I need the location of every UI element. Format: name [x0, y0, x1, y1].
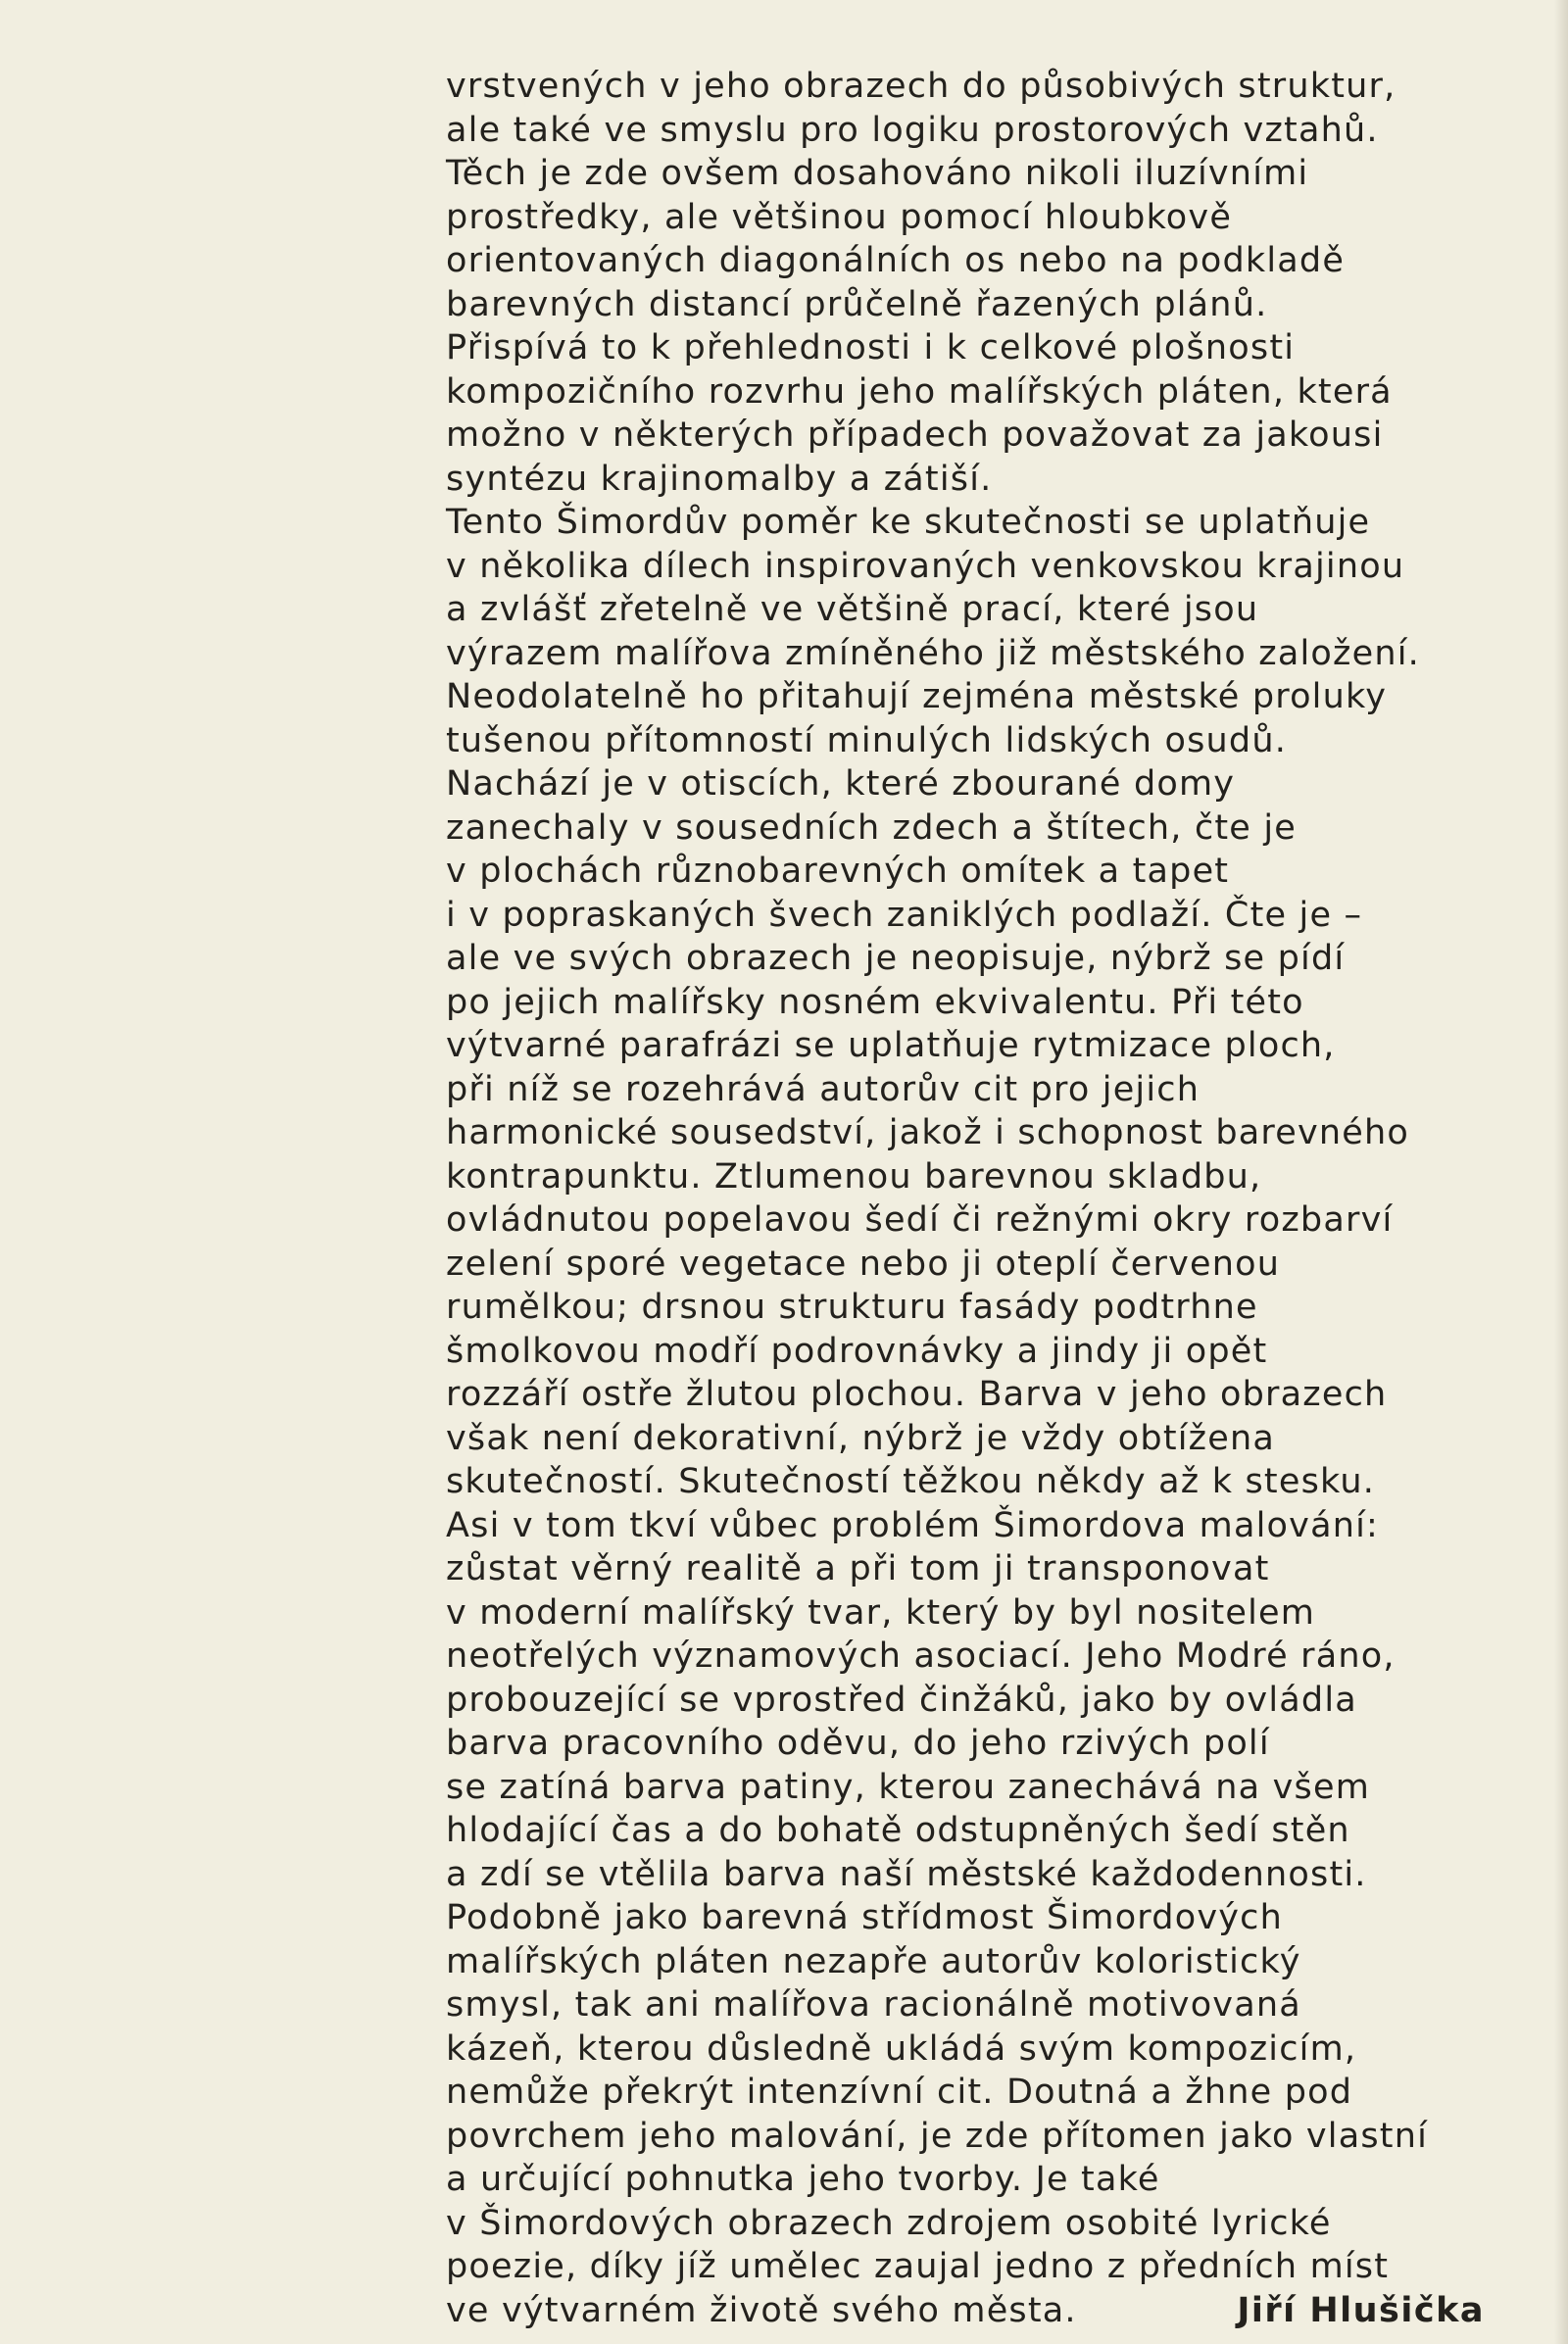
- text-line: šmolkovou modří podrovnávky a jindy ji opět: [446, 1331, 1268, 1371]
- text-line: možno v některých případech považovat za jakousi: [446, 415, 1384, 455]
- text-line: kontrapunktu. Ztlumenou barevnou skladbu,: [446, 1156, 1262, 1196]
- text-line: Těch je zde ovšem dosahováno nikoli iluzívními: [446, 154, 1309, 193]
- text-line: nemůže překrýt intenzívní cit. Doutná a žhne pod: [446, 2073, 1353, 2112]
- text-line: v několika dílech inspirovaných venkovskou krajinou: [446, 546, 1405, 586]
- text-line: a určující pohnutka jeho tvorby. Je také: [446, 2160, 1160, 2199]
- text-line: prostředky, ale většinou pomocí hloubkově: [446, 197, 1233, 237]
- text-line: Asi v tom tkví vůbec problém Šimordova malování:: [446, 1505, 1380, 1545]
- text-line: rozzáří ostře žlutou plochou. Barva v jeho obrazech: [446, 1375, 1388, 1414]
- text-line: Podobně jako barevná střídmost Šimordových: [446, 1898, 1283, 1937]
- text-line: Neodolatelně ho přitahují zejména městské proluky: [446, 677, 1388, 716]
- text-line: Nachází je v otiscích, které zbourané domy: [446, 764, 1236, 804]
- text-line: zelení sporé vegetace nebo ji oteplí červenou: [446, 1244, 1281, 1284]
- text-line: probouzející se vprostřed činžáků, jako by ovládla: [446, 1680, 1357, 1720]
- text-line: při níž se rozehrává autorův cit pro jejich: [446, 1069, 1200, 1109]
- text-line: zůstat věrný realitě a při tom ji transponovat: [446, 1549, 1270, 1588]
- text-line: kompozičního rozvrhu jeho malířských pláten, která: [446, 371, 1393, 412]
- text-line: Přispívá to k přehlednosti i k celkové plošnosti: [446, 328, 1296, 367]
- text-line: ve výtvarném životě svého města.: [446, 2290, 1077, 2330]
- text-line: tušenou přítomností minulých lidských osudů.: [446, 720, 1288, 760]
- text-line: i v popraskaných švech zaniklých podlaží. Čte je –: [446, 895, 1363, 935]
- page-edge-shadow: [1554, 0, 1568, 2344]
- text-line: syntézu krajinomalby a zátiší.: [446, 459, 993, 499]
- text-line: ale ve svých obrazech je neopisuje, nýbrž se pídí: [446, 939, 1346, 978]
- text-line: v plochách různobarevných omítek a tapet: [446, 852, 1230, 891]
- text-line: zanechaly v sousedních zdech a štítech, čte je: [446, 807, 1298, 848]
- text-line: orientovaných diagonálních os nebo na podkladě: [446, 241, 1346, 280]
- text-line: skutečností. Skutečností těžkou někdy až k stesku.: [446, 1462, 1376, 1501]
- text-line: poezie, díky jíž umělec zaujal jedno z předních míst: [446, 2247, 1390, 2286]
- text-line: se zatíná barva patiny, kterou zanechává na všem: [446, 1767, 1371, 1807]
- text-line: výtvarné parafrázi se uplatňuje rytmizace ploch,: [446, 1026, 1336, 1065]
- text-line: neotřelých významových asociací. Jeho Modré ráno,: [446, 1636, 1396, 1676]
- text-line: v moderní malířský tvar, který by byl nositelem: [446, 1592, 1316, 1633]
- text-line: hlodající čas a do bohatě odstupněných šedí stěn: [446, 1811, 1350, 1850]
- article-body: [446, 65, 1504, 2332]
- text-line: a zvlášť zřetelně ve většině prací, které jsou: [446, 590, 1259, 629]
- text-line: rumělkou; drsnou strukturu fasády podtrhne: [446, 1288, 1258, 1327]
- text-line: barva pracovního oděvu, do jeho rzivých polí: [446, 1724, 1270, 1763]
- text-line: povrchem jeho malování, je zde přítomen jako vlastní: [446, 2116, 1429, 2156]
- text-line: po jejich malířsky nosném ekvivalentu. Při této: [446, 982, 1304, 1022]
- text-line: smysl, tak ani malířova racionálně motivovaná: [446, 1985, 1301, 2025]
- text-line: harmonické sousedství, jakož i schopnost barevného: [446, 1113, 1409, 1152]
- text-line: ovládnutou popelavou šedí či režnými okry rozbarví: [446, 1200, 1394, 1240]
- text-line: Tento Šimordův poměr ke skutečnosti se uplatňuje: [446, 503, 1371, 542]
- author-signature: Jiří Hlušička: [1237, 2290, 1485, 2330]
- text-line: a zdí se vtělila barva naší městské každodennosti.: [446, 1854, 1367, 1894]
- text-line: výrazem malířova zmíněného již městského založení.: [446, 633, 1420, 673]
- text-line: vrstvených v jeho obrazech do působivých struktur,: [446, 67, 1396, 106]
- text-line: v Šimordových obrazech zdrojem osobité lyrické: [446, 2203, 1332, 2243]
- text-line: však není dekorativní, nýbrž je vždy obtížena: [446, 1418, 1276, 1458]
- text-line: malířských pláten nezapře autorův koloristický: [446, 1941, 1301, 1981]
- text-line: barevných distancí průčelně řazených plánů.: [446, 284, 1268, 324]
- text-line: kázeň, kterou důsledně ukládá svým kompozicím,: [446, 2028, 1357, 2069]
- final-line: [446, 2289, 1485, 2333]
- text-line: ale také ve smyslu pro logiku prostorových vztahů.: [446, 110, 1379, 150]
